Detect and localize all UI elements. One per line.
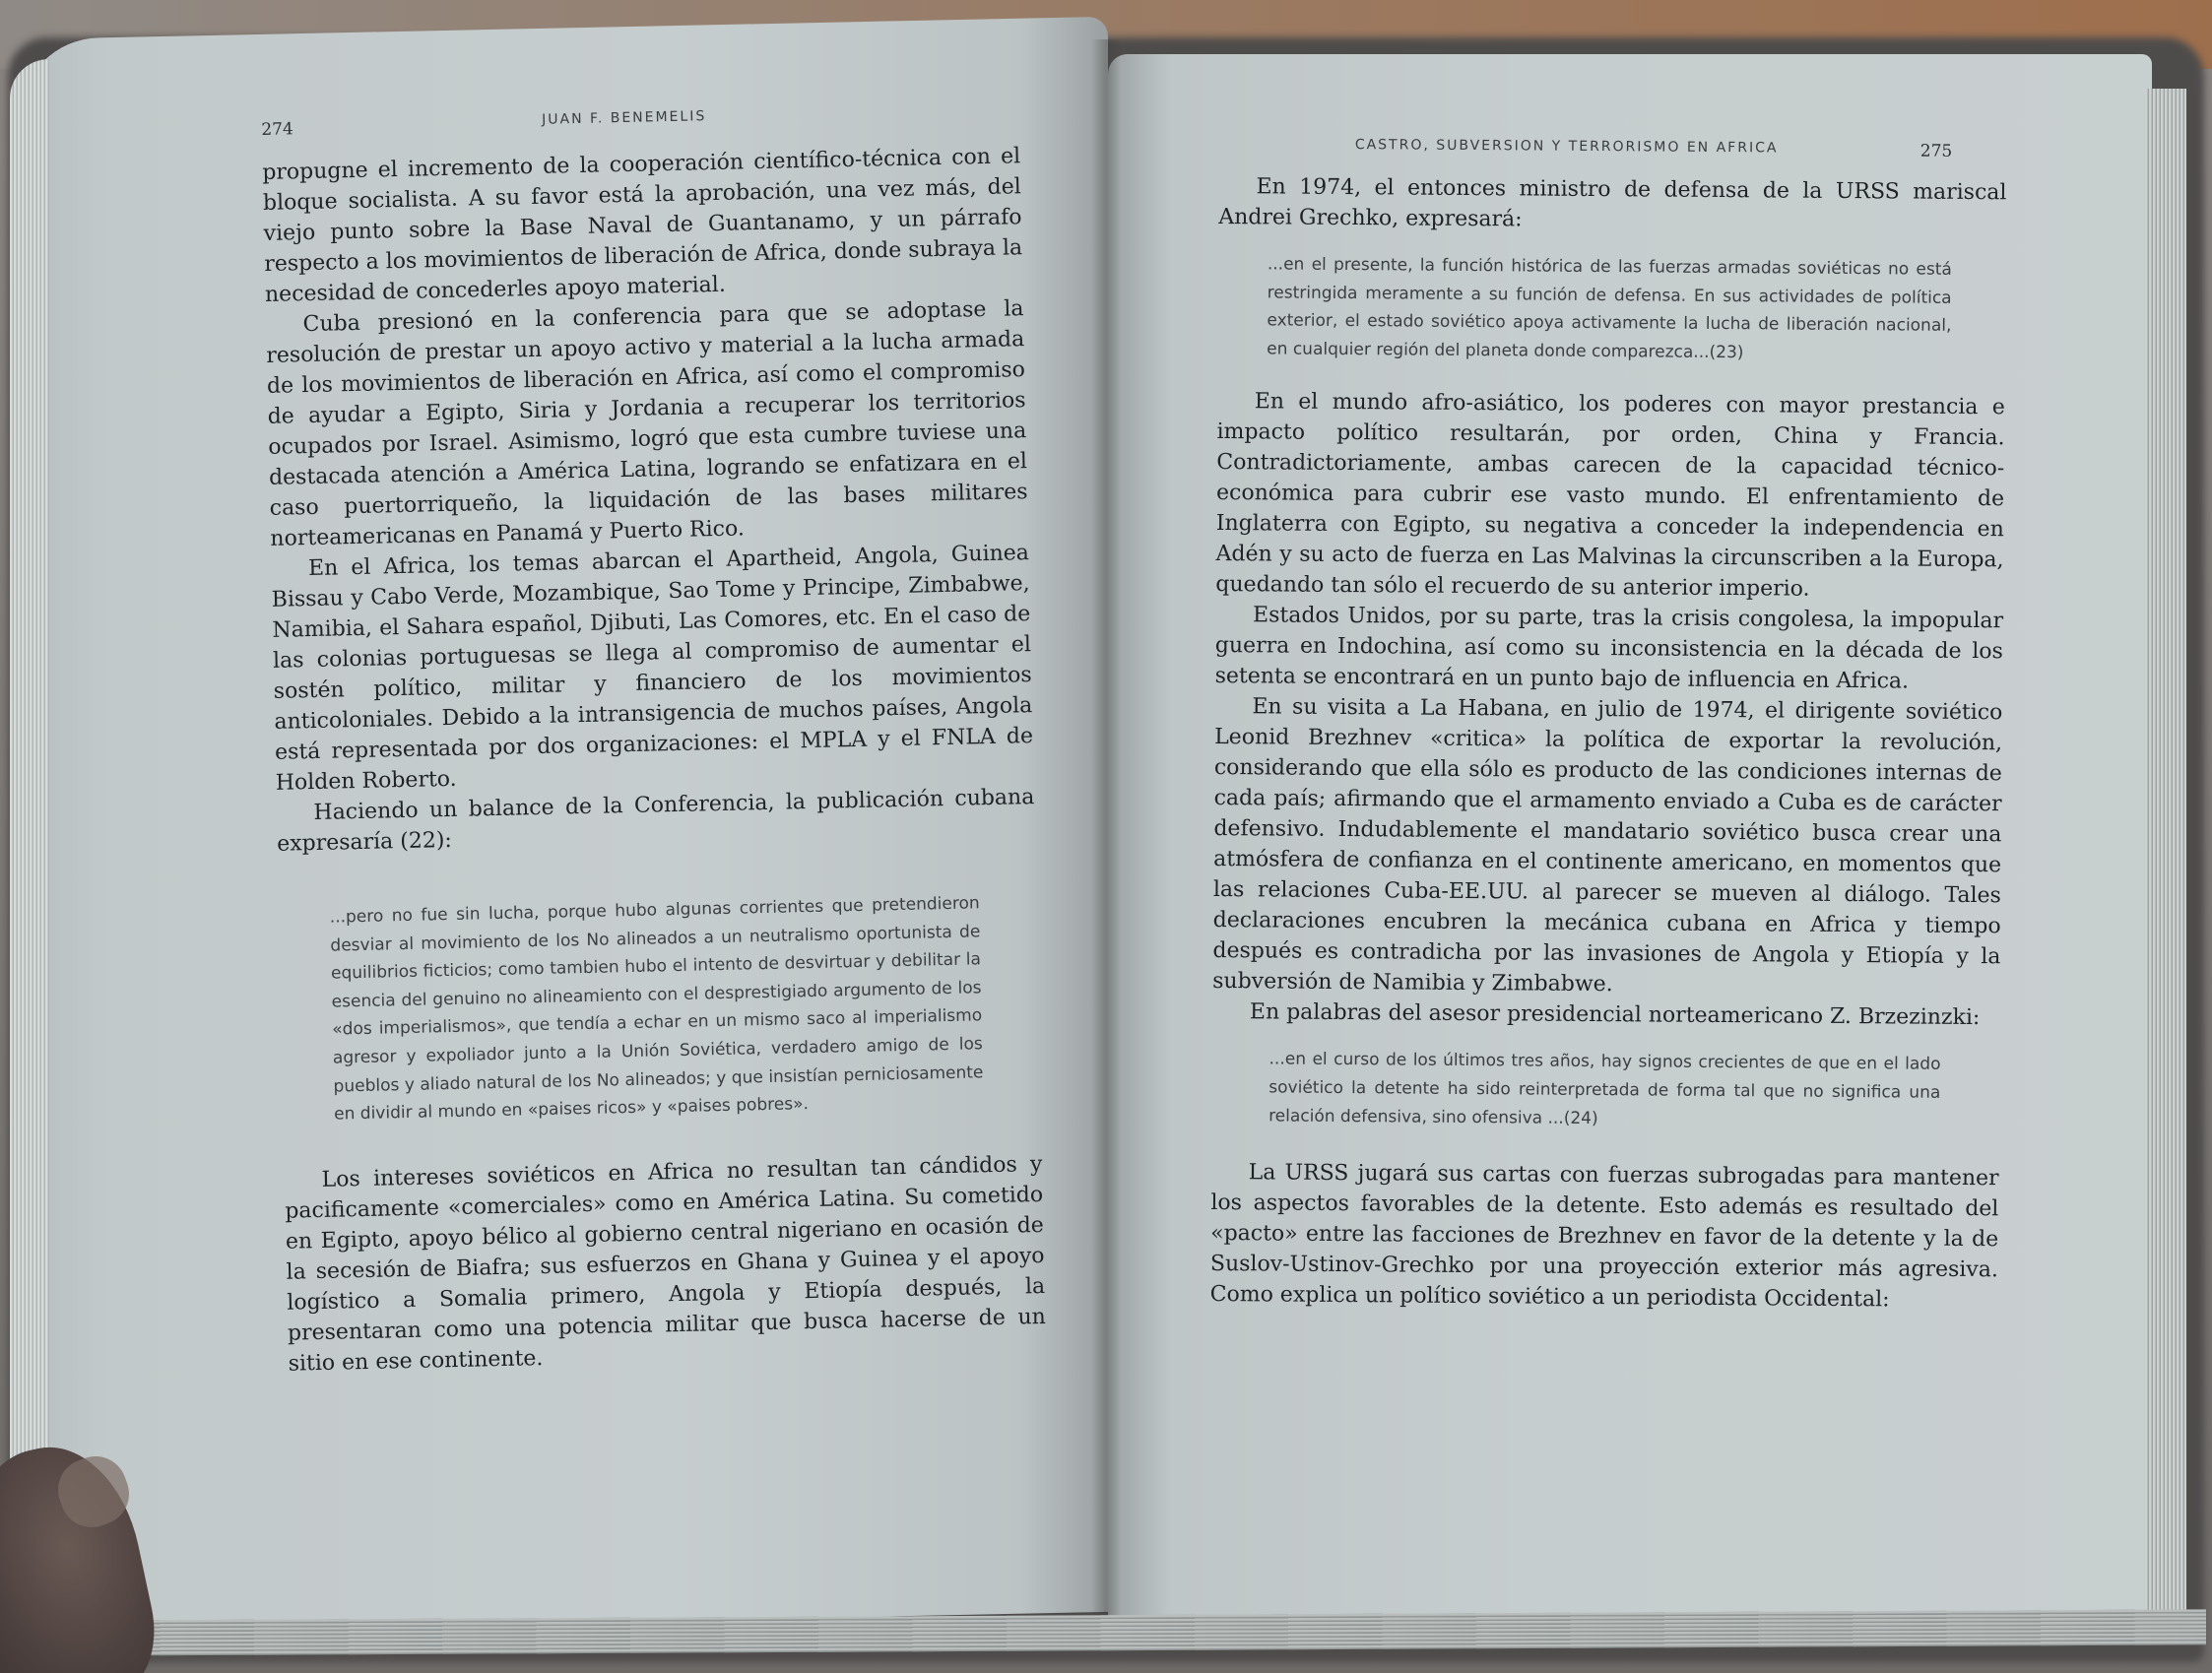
- right-paragraph: En palabras del asesor presidencial norteamericano Z. Brzezinzki:: [1249, 999, 1981, 1031]
- right-paragraph: En 1974, el entonces ministro de defensa de la URSS mariscal Andrei Grechko, expresará:: [1218, 174, 2007, 232]
- right-body-2: [1212, 386, 2005, 1033]
- right-paragraph: En el mundo afro-asiático, los poderes con mayor prestancia e impacto político resultarán, por orden, China y Francia. Contradictoriamente, ambas carecen de la capacidad técnico-económica para cubrir ese vasto mundo. El enfrentamiento de Inglaterra con Egipto, su negativa a conceder la independencia en Adén y su acto de fuerza en Las Malvinas la circunscriben a la Europa, quedando tan sólo el recuerdo de su anterior imperio.: [1215, 389, 2005, 603]
- right-paragraph: Estados Unidos, por su parte, tras la crisis congolesa, la impopular guerra en Indochina, así como su inconsistencia en la década de los setenta se encontrará en un punto bajo de influencia en Africa.: [1214, 603, 2004, 694]
- left-paragraph: Haciendo un balance de la Conferencia, la publicación cubana expresaría (22):: [276, 785, 1035, 857]
- right-page-number: 275: [1919, 141, 1953, 161]
- left-paragraph: Los intereses soviéticos en Africa no resultan tan cándidos y pacificamente «comerciales» como en América Latina. Su cometido en Egipto, apoyo bélico al gobierno central nigeriano en ocasión de la secesión de Biafra; sus esfuerzos en Ghana y Guinea y el apoyo logístico a Somalia primero, Angola y Etiopía después, la presentaran como una potencia militar que busca hacerse de un sitio en ese continente.: [285, 1151, 1047, 1377]
- right-block-quote-1: ...en el presente, la función histórica de las fuerzas armadas soviéticas no está restringida meramente a su función de defensa. En sus actividades de política exterior, el estado soviético apoya activamente la lucha de liberación nacional, en cualquier región del planeta donde comparezca...(23): [1267, 254, 1952, 362]
- right-running-head: CASTRO, SUBVERSION Y TERRORISMO EN AFRICA: [1354, 137, 1779, 157]
- left-body-top: [262, 141, 1035, 860]
- left-page-number: 274: [261, 119, 294, 140]
- left-page-stack: [10, 59, 49, 1595]
- left-page-content: [261, 97, 1047, 1379]
- right-paragraph: En su visita a La Habana, en julio de 1974, el dirigente soviético Leonid Brezhnev «critica» la política de exportar la revolución, considerando que ella sólo es producto de las condiciones internas de cada país; afirmando que el armamento enviado a Cuba es de carácter defensivo. Indudablemente el mandatario soviético busca crear una atmósfera de confianza en el continente americano, en momentos que las relaciones Cuba-EE.UU. al parecer se mueven al diálogo. Tales declaraciones encubren la mecánica cubana en Africa y tiempo después es contradicha por las invasiones de Angola y Etiopía y la subversión de Namibia y Zimbabwe.: [1212, 694, 2003, 997]
- left-block-quote: ...pero no fue sin lucha, porque hubo algunas corrientes que pretendieron desviar al movimiento de los No alineados a un neutralismo oportunista de equilibrios ficticios; como tambien hubo el intento de desvirtuar y debilitar la esencia del genuino no alineamiento con el desprestigiado argumento de los «dos imperialismos», que tendía a echar en un mismo saco al imperialismo agresor y expoliador junto a la Unión Soviética, verdadero amigo de los pueblos y aliado natural de los No alineados; y que insistían perniciosamente en dividir al mundo en «paises ricos» y «paises pobres».: [329, 893, 984, 1125]
- right-body-1: [1218, 171, 2006, 238]
- right-body-3: [1210, 1157, 1999, 1316]
- right-page-stack: [2145, 89, 2186, 1625]
- left-running-head: JUAN F. BENEMELIS: [542, 108, 707, 128]
- left-paragraph: propugne el incremento de la cooperación científico-técnica con el bloque socialista. A su favor está la aprobación, una vez más, del viejo punto sobre la Base Naval de Guantanamo, y un párrafo respecto a los movimientos de liberación de Africa, donde subraya la necesidad de concederles apoyo material.: [262, 144, 1023, 307]
- book-gutter: [1091, 39, 1121, 1635]
- left-paragraph: En el Africa, los temas abarcan el Apartheid, Angola, Guinea Bissau y Cabo Verde, Mozambique, Sao Tome y Principe, Zimbabwe, Namibia, el Sahara español, Djibuti, Las Comores, etc. En el caso de las colonias portuguesas se llega al compromiso de aumentar el sostén político, militar y financiero de los movimientos anticoloniales. Debido a la intransigencia de muchos países, Angola está representada por dos organizaciones: el MPLA y el FNLA de Holden Roberto.: [271, 541, 1034, 796]
- left-body-bottom: [284, 1149, 1047, 1380]
- right-page-header: [1219, 126, 2007, 167]
- right-block-quote-2: ...en el curso de los últimos tres años, hay signos crecientes de que en el lado soviético la detente ha sido reinterpretada de forma tal que no significa una relación defensiva, sino ofensiva ...(24): [1269, 1049, 1941, 1128]
- right-page-content: [1210, 126, 2007, 1316]
- left-paragraph: Cuba presionó en la conferencia para que se adoptase la resolución de prestar un apoyo activo y material a la lucha armada de los movimientos de liberación en Africa, así como el compromiso de ayudar a Egipto, Siria y Jordania a recuperar los territorios ocupados por Israel. Asimismo, logró que esta cumbre tuviese una destacada atención a América Latina, logrando se enfatizara en el caso puertorriqueño, la liquidación de las bases militares norteamericanas en Panamá y Puerto Rico.: [266, 296, 1028, 551]
- right-paragraph: La URSS jugará sus cartas con fuerzas subrogadas para mantener los aspectos favorables de la detente. Esto además es resultado del «pacto» entre las facciones de Brezhnev en favor de la detente y la de Suslov-Ustinov-Grechko por una proyección exterior más agresiva. Como explica un político soviético a un periodista Occidental:: [1209, 1160, 1999, 1313]
